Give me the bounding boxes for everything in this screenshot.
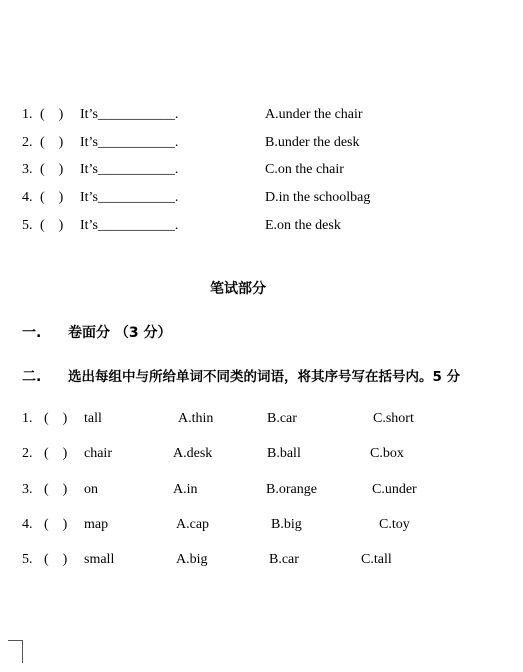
option-a: A.cap xyxy=(176,517,210,532)
item-number: 4. xyxy=(22,517,33,532)
option-a: A.in xyxy=(173,482,198,497)
option-a: A.desk xyxy=(173,446,213,461)
option-c: C.short xyxy=(373,411,414,426)
item-stem: It’s___________. xyxy=(80,218,179,233)
answer-paren: ( ) xyxy=(40,218,64,233)
answer-paren: ( ) xyxy=(40,107,64,122)
section-1-number: 一. xyxy=(22,325,42,341)
section-2-number: 二. xyxy=(22,369,42,385)
answer-paren: ( ) xyxy=(44,482,68,497)
written-part-title: 笔试部分 xyxy=(210,281,266,297)
option-c: C.tall xyxy=(361,552,392,567)
item-number: 4. xyxy=(22,190,33,205)
item-stem: It’s___________. xyxy=(80,162,179,177)
given-word: chair xyxy=(84,446,112,461)
item-number: 5. xyxy=(22,218,33,233)
item-stem: It’s___________. xyxy=(80,190,179,205)
option-c: C.box xyxy=(370,446,404,461)
item-number: 2. xyxy=(22,446,33,461)
option-a: A.big xyxy=(176,552,208,567)
item-stem: It’s___________. xyxy=(80,107,179,122)
item-stem: It’s___________. xyxy=(80,135,179,150)
item-option: E.on the desk xyxy=(265,218,341,233)
option-c: C.toy xyxy=(379,517,410,532)
given-word: small xyxy=(84,552,115,567)
option-b: B.big xyxy=(271,517,302,532)
given-word: tall xyxy=(84,411,102,426)
given-word: map xyxy=(84,517,109,532)
answer-paren: ( ) xyxy=(44,411,68,426)
given-word: on xyxy=(84,482,98,497)
item-number: 3. xyxy=(22,482,33,497)
option-a: A.thin xyxy=(178,411,214,426)
option-b: B.car xyxy=(267,411,297,426)
answer-paren: ( ) xyxy=(40,190,64,205)
page-corner-mark xyxy=(8,640,23,663)
section-2-title: 选出每组中与所给单词不同类的词语，将其序号写在括号内。5 分 xyxy=(68,369,461,385)
item-number: 1. xyxy=(22,411,33,426)
item-option: B.under the desk xyxy=(265,135,360,150)
option-b: B.ball xyxy=(267,446,301,461)
option-c: C.under xyxy=(372,482,417,497)
answer-paren: ( ) xyxy=(40,162,64,177)
item-number: 5. xyxy=(22,552,33,567)
item-option: C.on the chair xyxy=(265,162,344,177)
option-b: B.car xyxy=(269,552,299,567)
answer-paren: ( ) xyxy=(44,446,68,461)
option-b: B.orange xyxy=(266,482,317,497)
item-number: 1. xyxy=(22,107,33,122)
item-option: D.in the schoolbag xyxy=(265,190,371,205)
answer-paren: ( ) xyxy=(44,517,68,532)
item-number: 3. xyxy=(22,162,33,177)
item-option: A.under the chair xyxy=(265,107,363,122)
item-number: 2. xyxy=(22,135,33,150)
answer-paren: ( ) xyxy=(40,135,64,150)
answer-paren: ( ) xyxy=(44,552,68,567)
section-1-title: 卷面分 （3 分） xyxy=(68,325,172,341)
